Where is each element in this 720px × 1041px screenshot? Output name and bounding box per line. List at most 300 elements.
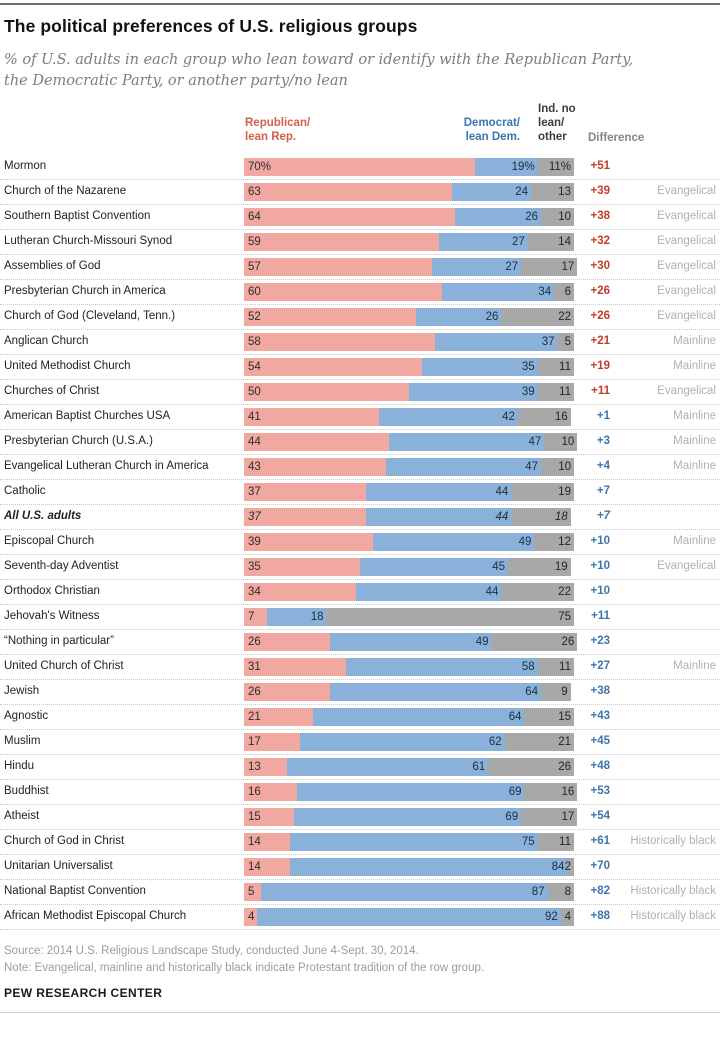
rep-value: 60 <box>248 286 261 298</box>
rep-bar-segment <box>244 208 455 226</box>
ind-bar-segment <box>538 358 574 376</box>
ind-bar-segment <box>557 333 574 351</box>
ind-bar-segment <box>538 158 574 176</box>
group-label: Lutheran Church-Missouri Synod <box>4 235 173 247</box>
dem-bar-segment <box>475 158 538 176</box>
rep-value: 5 <box>248 886 255 898</box>
subtitle-line1: % of U.S. adults in each group who lean toward or identify with the Republican Party, <box>4 52 634 68</box>
dem-value: 42 <box>502 411 515 423</box>
dem-value: 27 <box>511 236 525 248</box>
ind-value: 11% <box>548 161 571 173</box>
ind-bar-segment <box>326 608 574 626</box>
stacked-bar <box>244 308 574 326</box>
table-row <box>0 555 720 580</box>
rep-bar-segment <box>244 458 386 476</box>
rep-value: 37 <box>248 486 261 498</box>
dem-bar-segment <box>313 708 524 726</box>
rep-bar-segment <box>244 633 330 651</box>
table-row <box>0 155 720 180</box>
stacked-bar <box>244 758 574 776</box>
rep-value: 37 <box>248 511 261 523</box>
stacked-bar <box>244 158 574 176</box>
ind-header-line2: lean/ <box>538 117 565 129</box>
dem-value: 64 <box>508 711 522 723</box>
stacked-bar <box>244 858 574 876</box>
ind-value: 19 <box>554 561 568 573</box>
ind-bar-segment <box>564 858 574 876</box>
dem-bar-segment <box>346 658 537 676</box>
rep-value: 26 <box>248 686 261 698</box>
chart-subtitle <box>4 50 644 92</box>
table-row <box>0 505 720 530</box>
group-label: Jehovah's Witness <box>4 610 100 622</box>
column-header-difference: Difference <box>588 132 645 144</box>
rep-value: 64 <box>248 211 261 223</box>
table-row <box>0 255 720 280</box>
dem-value: 26 <box>525 211 538 223</box>
ind-value: 16 <box>554 411 568 423</box>
rep-bar-segment <box>244 308 416 326</box>
ind-value: 4 <box>564 911 571 923</box>
ind-value: 12 <box>558 536 571 548</box>
dem-bar-segment <box>287 758 488 776</box>
rep-value: 44 <box>248 436 261 448</box>
dem-value: 18 <box>310 611 324 623</box>
group-label: Church of God (Cleveland, Tenn.) <box>4 310 176 322</box>
group-label: Presbyterian Church in America <box>4 285 166 297</box>
ind-value: 11 <box>559 386 571 398</box>
ind-value: 16 <box>561 786 575 798</box>
table-row <box>0 355 720 380</box>
stacked-bar <box>244 783 577 801</box>
difference-value: +54 <box>590 810 610 822</box>
pew-research-center-logo: PEW RESEARCH CENTER <box>4 986 163 1000</box>
rep-bar-segment <box>244 783 297 801</box>
group-label: All U.S. adults <box>4 510 82 522</box>
rep-value: 52 <box>248 311 261 323</box>
ind-value: 75 <box>558 611 571 623</box>
group-label: African Methodist Episcopal Church <box>4 910 187 922</box>
difference-value: +82 <box>590 885 610 897</box>
dem-bar-segment <box>409 383 538 401</box>
table-row <box>0 705 720 730</box>
stacked-bar <box>244 583 574 601</box>
table-row <box>0 830 720 855</box>
dem-value: 69 <box>508 786 522 798</box>
rep-header-line1: Republican/ <box>245 117 311 129</box>
dem-value: 75 <box>521 836 535 848</box>
ind-header-line3: other <box>538 131 567 143</box>
table-row <box>0 480 720 505</box>
stacked-bar <box>244 808 577 826</box>
rep-bar-segment <box>244 758 287 776</box>
rep-bar-segment <box>244 608 267 626</box>
group-label: Anglican Church <box>4 335 89 347</box>
tradition-label: Evangelical <box>657 560 716 572</box>
table-row <box>0 205 720 230</box>
dem-value: 69 <box>505 811 519 823</box>
table-row <box>0 455 720 480</box>
dem-value: 64 <box>525 686 538 698</box>
group-label: United Methodist Church <box>4 360 131 372</box>
rep-value: 59 <box>248 236 261 248</box>
difference-value: +1 <box>596 410 610 422</box>
dem-value: 44 <box>485 586 499 598</box>
dem-bar-segment <box>261 883 548 901</box>
ind-value: 8 <box>564 886 571 898</box>
group-label: Buddhist <box>4 785 49 797</box>
rep-value: 14 <box>248 861 261 873</box>
rep-value: 70% <box>248 161 272 173</box>
group-label: Atheist <box>4 810 40 822</box>
rep-bar-segment <box>244 833 290 851</box>
ind-value: 5 <box>564 336 571 348</box>
rep-value: 16 <box>248 786 261 798</box>
dem-header-line2: lean Dem. <box>465 131 520 143</box>
rep-value: 13 <box>248 761 261 773</box>
rep-bar-segment <box>244 683 330 701</box>
rep-value: 34 <box>248 586 261 598</box>
rep-bar-segment <box>244 408 379 426</box>
difference-value: +70 <box>590 860 610 872</box>
dem-bar-segment <box>386 458 541 476</box>
difference-value: +53 <box>590 785 610 797</box>
table-row <box>0 230 720 255</box>
table-row <box>0 380 720 405</box>
difference-value: +23 <box>590 635 610 647</box>
dem-value: 49 <box>475 636 489 648</box>
rep-bar-segment <box>244 583 356 601</box>
rep-bar-segment <box>244 533 373 551</box>
ind-bar-segment <box>541 683 571 701</box>
rep-value: 31 <box>248 661 261 673</box>
tradition-label: Historically black <box>630 835 716 847</box>
rep-bar-segment <box>244 183 452 201</box>
stacked-bar <box>244 633 577 651</box>
ind-header-line1: Ind. no <box>538 103 576 115</box>
table-row <box>0 905 720 930</box>
group-label: American Baptist Churches USA <box>4 410 171 422</box>
rep-value: 43 <box>248 461 261 473</box>
rep-value: 35 <box>248 561 261 573</box>
stacked-bar <box>244 883 574 901</box>
ind-value: 13 <box>558 186 571 198</box>
dem-value: 92 <box>544 911 558 923</box>
difference-value: +51 <box>590 160 610 172</box>
dem-value: 61 <box>472 761 486 773</box>
table-row <box>0 655 720 680</box>
subtitle-line2: the Democratic Party, or another party/no lean <box>4 73 348 89</box>
ind-value: 2 <box>564 861 571 873</box>
ind-value: 6 <box>564 286 571 298</box>
rep-value: 41 <box>248 411 261 423</box>
stacked-bar <box>244 533 574 551</box>
stacked-bar <box>244 658 574 676</box>
difference-value: +26 <box>590 285 610 297</box>
bottom-divider <box>0 1012 720 1013</box>
group-label: Orthodox Christian <box>4 585 100 597</box>
difference-value: +21 <box>590 335 610 347</box>
stacked-bar <box>244 833 574 851</box>
bar-chart-rows <box>0 155 720 930</box>
dem-header-line1: Democrat/ <box>463 117 520 129</box>
ind-bar-segment <box>511 483 574 501</box>
difference-value: +61 <box>590 835 610 847</box>
tradition-label: Historically black <box>630 885 716 897</box>
table-row <box>0 730 720 755</box>
table-row <box>0 805 720 830</box>
group-label: Churches of Christ <box>4 385 100 397</box>
dem-bar-segment <box>366 508 511 526</box>
difference-value: +11 <box>591 610 610 622</box>
stacked-bar <box>244 433 577 451</box>
rep-bar-segment <box>244 733 300 751</box>
tradition-label: Historically black <box>630 910 716 922</box>
ind-bar-segment <box>534 533 574 551</box>
difference-value: +39 <box>590 185 610 197</box>
rep-value: 26 <box>248 636 261 648</box>
rep-bar-segment <box>244 383 409 401</box>
ind-bar-segment <box>548 883 574 901</box>
rep-bar-segment <box>244 358 422 376</box>
difference-value: +48 <box>590 760 610 772</box>
rep-bar-segment <box>244 708 313 726</box>
dem-bar-segment <box>257 908 561 926</box>
ind-value: 10 <box>561 436 575 448</box>
rep-header-line2: lean Rep. <box>245 131 297 143</box>
stacked-bar <box>244 358 574 376</box>
dem-bar-segment <box>416 308 502 326</box>
group-label: Muslim <box>4 735 41 747</box>
table-row <box>0 880 720 905</box>
rep-bar-segment <box>244 158 475 176</box>
tradition-label: Mainline <box>673 435 716 447</box>
ind-bar-segment <box>554 283 574 301</box>
top-divider <box>0 3 720 5</box>
stacked-bar <box>244 208 574 226</box>
rep-value: 54 <box>248 361 261 373</box>
difference-value: +88 <box>590 910 610 922</box>
ind-bar-segment <box>541 208 574 226</box>
rep-bar-segment <box>244 283 442 301</box>
difference-value: +7 <box>596 510 610 522</box>
ind-bar-segment <box>524 783 577 801</box>
stacked-bar <box>244 508 571 526</box>
rep-value: 15 <box>248 811 261 823</box>
difference-value: +10 <box>590 535 610 547</box>
dem-bar-segment <box>439 233 528 251</box>
dem-bar-segment <box>294 808 522 826</box>
ind-value: 22 <box>558 311 571 323</box>
ind-bar-segment <box>505 733 574 751</box>
group-label: Seventh-day Adventist <box>4 560 119 572</box>
rep-value: 39 <box>248 536 261 548</box>
dem-value: 24 <box>515 186 529 198</box>
dem-bar-segment <box>442 283 554 301</box>
group-label: Hindu <box>4 760 35 772</box>
dem-value: 47 <box>525 461 538 473</box>
rep-bar-segment <box>244 258 432 276</box>
ind-bar-segment <box>538 658 574 676</box>
dem-value: 44 <box>495 486 509 498</box>
table-row <box>0 530 720 555</box>
dem-value: 37 <box>541 336 555 348</box>
dem-bar-segment <box>379 408 518 426</box>
ind-bar-segment <box>488 758 574 776</box>
rep-bar-segment <box>244 558 360 576</box>
stacked-bar <box>244 183 574 201</box>
ind-value: 21 <box>558 736 571 748</box>
group-label: Church of the Nazarene <box>4 185 127 197</box>
stacked-bar <box>244 733 574 751</box>
dem-value: 62 <box>488 736 502 748</box>
dem-bar-segment <box>290 858 567 876</box>
table-row <box>0 405 720 430</box>
table-row <box>0 280 720 305</box>
dem-bar-segment <box>267 608 326 626</box>
table-row <box>0 430 720 455</box>
note-text: Note: Evangelical, mainline and historically black indicate Protestant tradition of the row group. <box>4 962 485 974</box>
difference-value: +3 <box>596 435 610 447</box>
ind-value: 26 <box>561 636 575 648</box>
group-label: Jewish <box>4 685 40 697</box>
column-header-independent <box>538 102 576 144</box>
ind-value: 15 <box>558 711 571 723</box>
ind-bar-segment <box>538 383 574 401</box>
dem-bar-segment <box>432 258 521 276</box>
tradition-label: Mainline <box>673 410 716 422</box>
group-label: National Baptist Convention <box>4 885 146 897</box>
stacked-bar <box>244 333 574 351</box>
rep-value: 50 <box>248 386 261 398</box>
dem-bar-segment <box>330 683 541 701</box>
difference-value: +27 <box>590 660 610 672</box>
table-row <box>0 180 720 205</box>
table-row <box>0 630 720 655</box>
difference-value: +30 <box>590 260 610 272</box>
ind-value: 18 <box>554 511 568 523</box>
tradition-label: Mainline <box>673 360 716 372</box>
source-text: Source: 2014 U.S. Religious Landscape Study, conducted June 4-Sept. 30, 2014. <box>4 945 419 957</box>
difference-value: +38 <box>590 685 610 697</box>
rep-bar-segment <box>244 333 435 351</box>
rep-bar-segment <box>244 508 366 526</box>
ind-bar-segment <box>508 558 571 576</box>
difference-value: +10 <box>590 585 610 597</box>
difference-value: +26 <box>590 310 610 322</box>
ind-bar-segment <box>538 833 574 851</box>
ind-value: 10 <box>558 211 571 223</box>
tradition-label: Evangelical <box>657 210 716 222</box>
dem-value: 44 <box>495 511 509 523</box>
dem-bar-segment <box>455 208 541 226</box>
dem-bar-segment <box>389 433 544 451</box>
ind-bar-segment <box>544 433 577 451</box>
ind-bar-segment <box>531 183 574 201</box>
group-label: Assemblies of God <box>4 260 101 272</box>
tradition-label: Evangelical <box>657 260 716 272</box>
rep-value: 21 <box>248 711 261 723</box>
rep-value: 14 <box>248 836 261 848</box>
stacked-bar <box>244 383 574 401</box>
difference-value: +32 <box>590 235 610 247</box>
dem-value: 47 <box>528 436 542 448</box>
rep-bar-segment <box>244 908 257 926</box>
tradition-label: Evangelical <box>657 235 716 247</box>
dem-value: 26 <box>485 311 499 323</box>
dem-value: 84 <box>551 861 565 873</box>
tradition-label: Evangelical <box>657 310 716 322</box>
stacked-bar <box>244 233 574 251</box>
stacked-bar <box>244 483 574 501</box>
difference-value: +19 <box>590 360 610 372</box>
dem-bar-segment <box>356 583 501 601</box>
group-label: Southern Baptist Convention <box>4 210 151 222</box>
dem-bar-segment <box>290 833 538 851</box>
rep-value: 58 <box>248 336 261 348</box>
table-row <box>0 780 720 805</box>
dem-value: 35 <box>521 361 535 373</box>
ind-value: 10 <box>558 461 571 473</box>
tradition-label: Mainline <box>673 460 716 472</box>
dem-bar-segment <box>452 183 531 201</box>
table-row <box>0 330 720 355</box>
difference-value: +11 <box>591 385 610 397</box>
difference-value: +7 <box>596 485 610 497</box>
tradition-label: Evangelical <box>657 385 716 397</box>
ind-bar-segment <box>491 633 577 651</box>
ind-value: 11 <box>559 361 571 373</box>
dem-bar-segment <box>366 483 511 501</box>
rep-bar-segment <box>244 658 346 676</box>
stacked-bar <box>244 258 577 276</box>
ind-value: 26 <box>558 761 571 773</box>
ind-value: 17 <box>561 811 575 823</box>
dem-bar-segment <box>297 783 525 801</box>
group-label: United Church of Christ <box>4 660 124 672</box>
group-label: Agnostic <box>4 710 49 722</box>
rep-value: 17 <box>248 736 261 748</box>
rep-bar-segment <box>244 883 261 901</box>
stacked-bar <box>244 558 571 576</box>
group-label: Evangelical Lutheran Church in America <box>4 460 209 472</box>
ind-value: 11 <box>559 661 571 673</box>
column-header-democrat <box>420 116 520 144</box>
dem-value: 87 <box>531 886 545 898</box>
rep-bar-segment <box>244 433 389 451</box>
column-header-republican <box>245 116 310 144</box>
dem-bar-segment <box>435 333 557 351</box>
dem-bar-segment <box>300 733 505 751</box>
table-row <box>0 755 720 780</box>
ind-bar-segment <box>528 233 574 251</box>
tradition-label: Mainline <box>673 660 716 672</box>
dem-bar-segment <box>422 358 538 376</box>
table-row <box>0 580 720 605</box>
ind-value: 11 <box>559 836 571 848</box>
stacked-bar <box>244 683 571 701</box>
dem-bar-segment <box>330 633 492 651</box>
stacked-bar <box>244 283 574 301</box>
group-label: Mormon <box>4 160 47 172</box>
stacked-bar <box>244 608 574 626</box>
rep-bar-segment <box>244 233 439 251</box>
stacked-bar <box>244 458 574 476</box>
table-row <box>0 605 720 630</box>
difference-value: +45 <box>590 735 610 747</box>
ind-bar-segment <box>524 708 574 726</box>
dem-value: 49 <box>518 536 532 548</box>
